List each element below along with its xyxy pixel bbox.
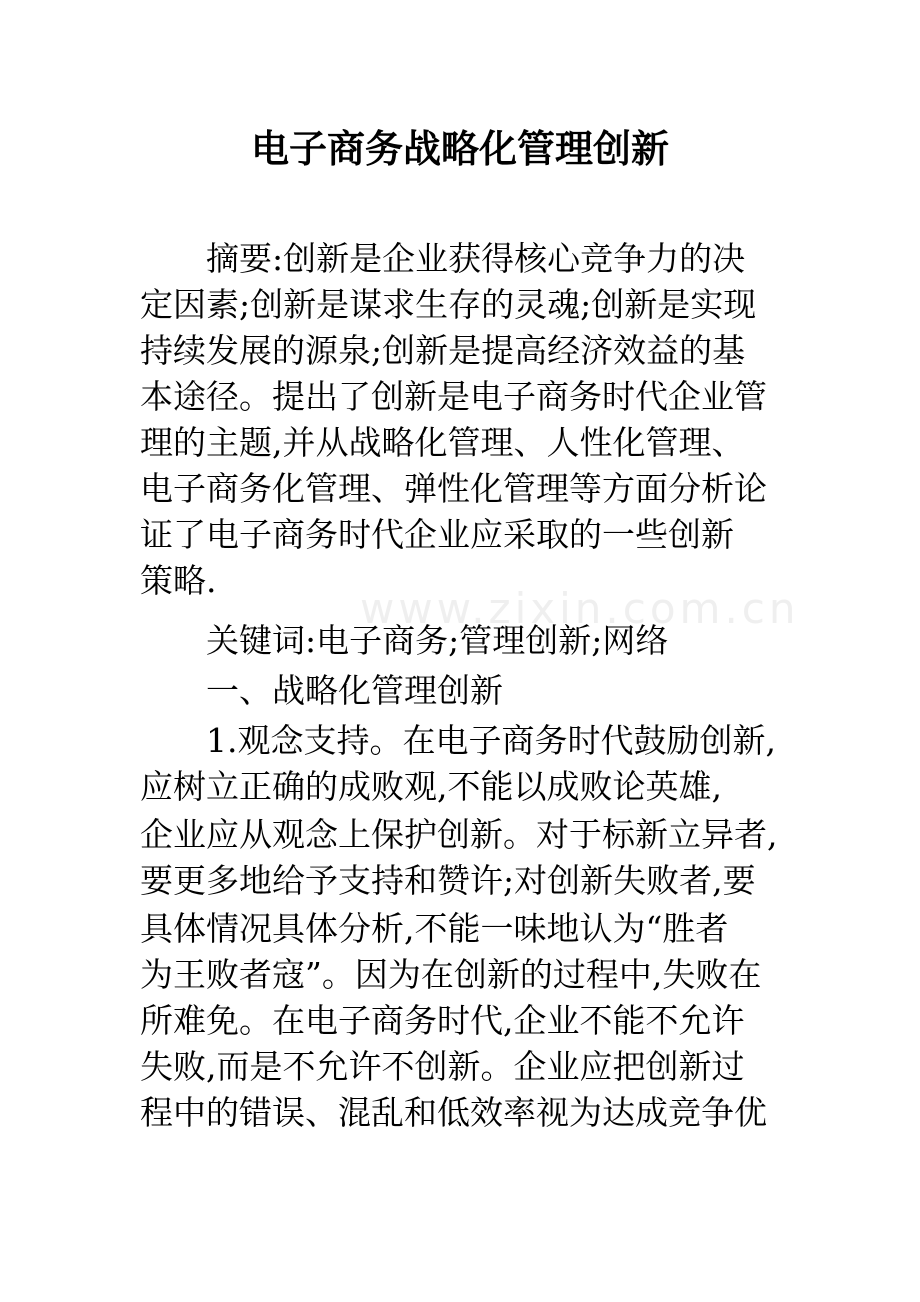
abstract-line-1: 摘要:创新是企业获得核心竞争力的决: [206, 239, 746, 278]
abstract-line-7: 证了电子商务时代企业应采取的一些创新: [140, 515, 734, 554]
body-line-5: 具体情况具体分析,不能一味地认为“胜者: [140, 909, 729, 948]
body-line-1: 1.观念支持。在电子商务时代鼓励创新,: [206, 721, 776, 760]
abstract-line-6: 电子商务化管理、弹性化管理等方面分析论: [140, 469, 767, 508]
keywords-line: 关键词:电子商务;管理创新;网络: [206, 621, 669, 660]
abstract-line-3: 持续发展的源泉;创新是提高经济效益的基: [140, 331, 746, 370]
document-title: 电子商务战略化管理创新: [250, 126, 669, 171]
watermark: www.zixin.com.cn: [360, 584, 800, 633]
body-line-8: 失败,而是不允许不创新。企业应把创新过: [140, 1047, 745, 1086]
abstract-line-5: 理的主题,并从战略化管理、人性化管理、: [140, 423, 745, 462]
abstract-line-8: 策略.: [140, 561, 217, 600]
body-line-7: 所难免。在电子商务时代,企业不能不允许: [140, 1001, 745, 1040]
body-line-6: 为王败者寇”。因为在创新的过程中,失败在: [140, 955, 762, 994]
abstract-line-4: 本途径。提出了创新是电子商务时代企业管: [140, 377, 767, 416]
abstract-line-2: 定因素;创新是谋求生存的灵魂;创新是实现: [140, 285, 757, 324]
body-line-4: 要更多地给予支持和赞许;对创新失败者,要: [140, 861, 756, 900]
body-line-3: 企业应从观念上保护创新。对于标新立异者,: [140, 815, 778, 854]
body-line-9: 程中的错误、混乱和低效率视为达成竞争优: [140, 1093, 767, 1132]
body-line-2: 应树立正确的成败观,不能以成败论英雄,: [140, 767, 722, 806]
section-heading: 一、战略化管理创新: [206, 671, 503, 710]
